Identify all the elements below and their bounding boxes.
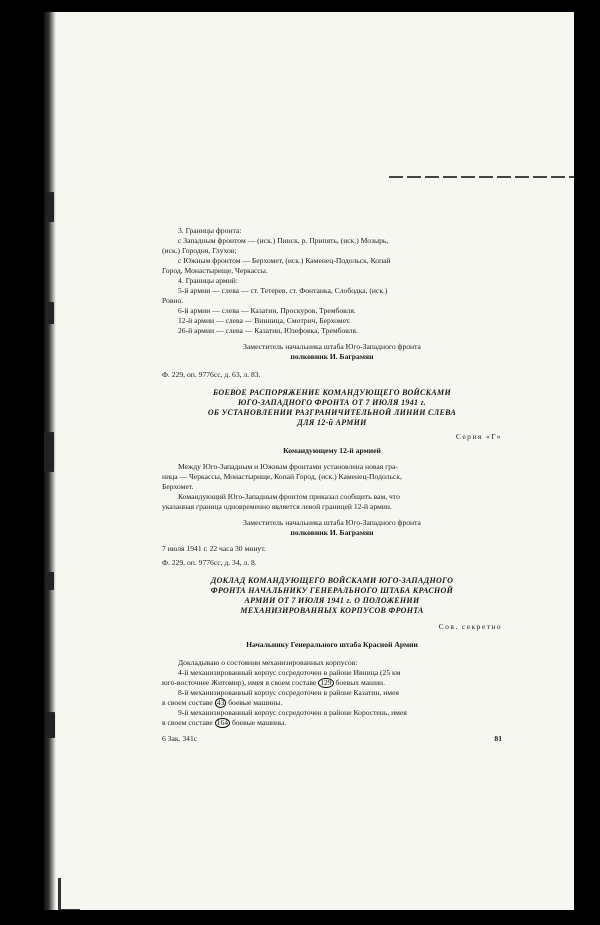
army5-line-b: Ровно.: [162, 296, 184, 305]
order-heading-line-2: ЮГО-ЗАПАДНОГО ФРОНТА ОТ 7 ИЮЛЯ 1941 г.: [237, 398, 427, 407]
corps8-text: в своем составе: [162, 698, 213, 707]
addressee: Начальнику Генерального штаба Красной Армии: [246, 640, 418, 649]
army6-line: 6-й армии — слева — Казатин, Проскуров, Трембовля.: [178, 306, 356, 315]
corps4-line-a: 4-й механизированный корпус сосредоточен в районе Ивница (25 км: [178, 668, 401, 677]
corps8-count: 43: [216, 698, 225, 707]
order-paragraph-1c: Берхомет.: [162, 482, 194, 491]
signature-name: полковник И. Баграмян: [290, 352, 374, 361]
signature-title: Заместитель начальника штаба Юго-Западного фронта: [243, 342, 421, 351]
west-border-line-a: с Западным фронтом — (иск.) Пинск, р. Припять, (иск.) Мозырь,: [178, 236, 389, 245]
corps8-line-a: 8-й механизированный корпус сосредоточен в районе Казатин, имея: [178, 688, 399, 697]
corps9-text: в своем составе: [162, 718, 213, 727]
order-heading-line-1: БОЕВОЕ РАСПОРЯЖЕНИЕ КОМАНДУЮЩЕГО ВОЙСКАМИ: [213, 388, 451, 397]
corps9-line-a: 9-й механизированный корпус сосредоточен в районе Коростень, имея: [178, 708, 407, 717]
print-order-mark: 6 Зак. 341с: [162, 734, 198, 743]
document-text: [162, 226, 502, 744]
army26-line: 26-й армии — слева — Казатин, Юзефовка, Трембовля.: [178, 326, 358, 335]
scan-artifact: [48, 302, 54, 324]
report-heading-line-1: ДОКЛАД КОМАНДУЮЩЕГО ВОЙСКАМИ ЮГО-ЗАПАДНОГО: [210, 576, 454, 585]
report-intro: Докладываю о состоянии механизированных корпусов:: [178, 658, 358, 667]
item-3: 3. Границы фронта:: [178, 226, 242, 235]
corps8-line-b: [162, 698, 502, 708]
order-paragraph-1a: Между Юго-Западным и Южным фронтами установлена новая гра-: [178, 462, 398, 471]
report-heading-line-3: АРМИИ ОТ 7 ИЮЛЯ 1941 г. О ПОЛОЖЕНИИ: [244, 596, 420, 605]
torn-top-edge-line: [389, 176, 574, 178]
report-heading-line-2: ФРОНТА НАЧАЛЬНИКУ ГЕНЕРАЛЬНОГО ШТАБА КРАСНОЙ: [210, 586, 454, 595]
west-border-line-b: (иск.) Городня, Глухов;: [162, 246, 237, 255]
page-number: 81: [494, 734, 502, 743]
scan-artifact: [44, 432, 54, 472]
corps4-count: 129: [320, 678, 332, 687]
south-border-line-a: с Южным фронтом — Берхомет, (иск.) Каменец-Подольск, Копай: [178, 256, 391, 265]
series-label: Серия «Г»: [455, 432, 502, 441]
south-border-line-b: Город, Монастырище, Черкассы.: [162, 266, 268, 275]
archive-reference: Ф. 229, оп. 9776сс, д. 34, л. 8.: [162, 558, 257, 567]
corps9-text-end: боевые машины.: [231, 718, 287, 727]
order-heading-line-3: ОБ УСТАНОВЛЕНИИ РАЗГРАНИЧИТЕЛЬНОЙ ЛИНИИ СЛЕВА: [207, 408, 457, 417]
army5-line-a: 5-й армии — слева — ст. Тетерев, ст. Фонтанка, Слободка, (иск.): [178, 286, 388, 295]
scan-artifact: [47, 572, 54, 590]
corps4-text-end: боевых машин.: [335, 678, 386, 687]
corps9-count: 164: [216, 718, 229, 727]
corps8-text-end: боевые машины.: [228, 698, 283, 707]
corps4-line-b: [162, 678, 502, 688]
order-date: 7 июля 1941 г. 22 часа 30 минут.: [162, 544, 266, 553]
scan-artifact: [46, 192, 54, 222]
army12-line: 12-й армии — слева — Винница, Смотрич, Берхомет.: [178, 316, 351, 325]
signature-title: Заместитель начальника штаба Юго-Западного фронта: [243, 518, 421, 527]
scan-artifact: [46, 712, 55, 738]
order-heading-line-4: ДЛЯ 12-й АРМИИ: [297, 418, 367, 427]
archive-reference: Ф. 229, оп. 9776сс, д. 63, л. 83.: [162, 370, 261, 379]
secret-label: Сов. секретно: [438, 622, 502, 631]
page-footer: [162, 734, 502, 744]
order-paragraph-2b: указанная граница одновременно является левой границей 12-й армии.: [162, 502, 392, 511]
report-heading-line-4: МЕХАНИЗИРОВАННЫХ КОРПУСОВ ФРОНТА: [240, 606, 424, 615]
corner-mark: [58, 878, 61, 910]
addressee: Командующему 12-й армией: [283, 446, 381, 455]
order-paragraph-1b: ница — Черкассы, Монастырище, Копай Город, (иск.) Каменец-Подольск,: [162, 472, 402, 481]
corps4-text: юго-восточнее Житомир), имея в своем составе: [162, 678, 317, 687]
item-4: 4. Границы армий:: [178, 276, 238, 285]
scan-border: [0, 0, 44, 925]
corner-mark: [58, 909, 80, 910]
signature-name: полковник И. Баграмян: [290, 528, 374, 537]
corps9-line-b: [162, 718, 502, 728]
order-paragraph-2a: Командующий Юго-Западным фронтом приказал сообщить вам, что: [178, 492, 400, 501]
